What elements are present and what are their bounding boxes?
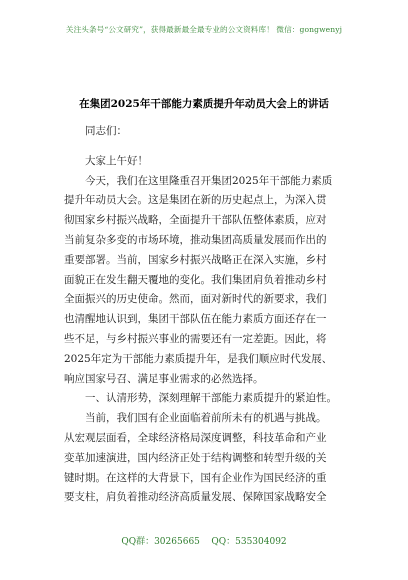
paragraph-line: 从宏观层面看，全球经济格局深度调整，科技革命和产业 [64,431,327,444]
paragraph-line: 些不足，与乡村振兴事业的需要还有一定差距。因此，将 [64,332,327,345]
paragraph-line: 今天，我们在这里隆重召开集团2025年干部能力素质 [85,174,333,187]
paragraph-line: 面貌正在发生翻天覆地的变化。我们集团肩负着推动乡村 [64,273,327,286]
footer-contact [0,534,408,547]
header-notice: 关注头条号“公文研究”，获得最新最全最专业的公文资料库！ 微信：gongwenyj [65,25,343,34]
footer-qq-group: QQ群：30265665 [121,537,200,547]
paragraph-line: 要支柱，肩负着推动经济高质量发展、保障国家战略安全 [64,491,327,504]
paragraph-line: 变革加速演进，国内经济正处于结构调整和转型升级的关 [64,451,327,464]
paragraph-2 [64,409,344,508]
salutation: 同志们： [85,125,127,137]
paragraph-line: 响应国家号召、满足事业需求的必然选择。 [64,372,264,385]
section-1-heading: 一、认清形势，深刻理解干部能力素质提升的紧迫性。 [85,392,337,405]
paragraph-line: 2025年定为干部能力素质提升年，是我们顺应时代发展、 [64,352,333,365]
paragraph-1 [64,172,344,390]
paragraph-line: 彻国家乡村振兴战略，全面提升干部队伍整体素质，应对 [64,214,327,227]
paragraph-line: 键时期。在这样的大背景下，国有企业作为国民经济的重 [64,471,327,484]
paragraph-line: 全面振兴的历史使命。然而，面对新时代的新要求，我们 [64,293,327,306]
footer-qq: QQ：535304092 [211,537,287,547]
paragraph-line: 提升年动员大会。这是集团在新的历史起点上，为深入贯 [64,194,327,207]
paragraph-line: 重要部署。当前，国家乡村振兴战略正在深入实施，乡村 [64,253,327,266]
document-body [64,122,344,508]
paragraph-line: 也清醒地认识到，集团干部队伍在能力素质方面还存在一 [64,313,327,326]
paragraph-line: 当前复杂多变的市场环境，推动集团高质量发展而作出的 [64,233,327,246]
greeting: 大家上午好！ [85,154,148,167]
document-title: 在集团2025年干部能力素质提升年动员大会上的讲话 [79,98,329,110]
paragraph-line: 当前，我们国有企业面临着前所未有的机遇与挑战。 [85,412,327,425]
